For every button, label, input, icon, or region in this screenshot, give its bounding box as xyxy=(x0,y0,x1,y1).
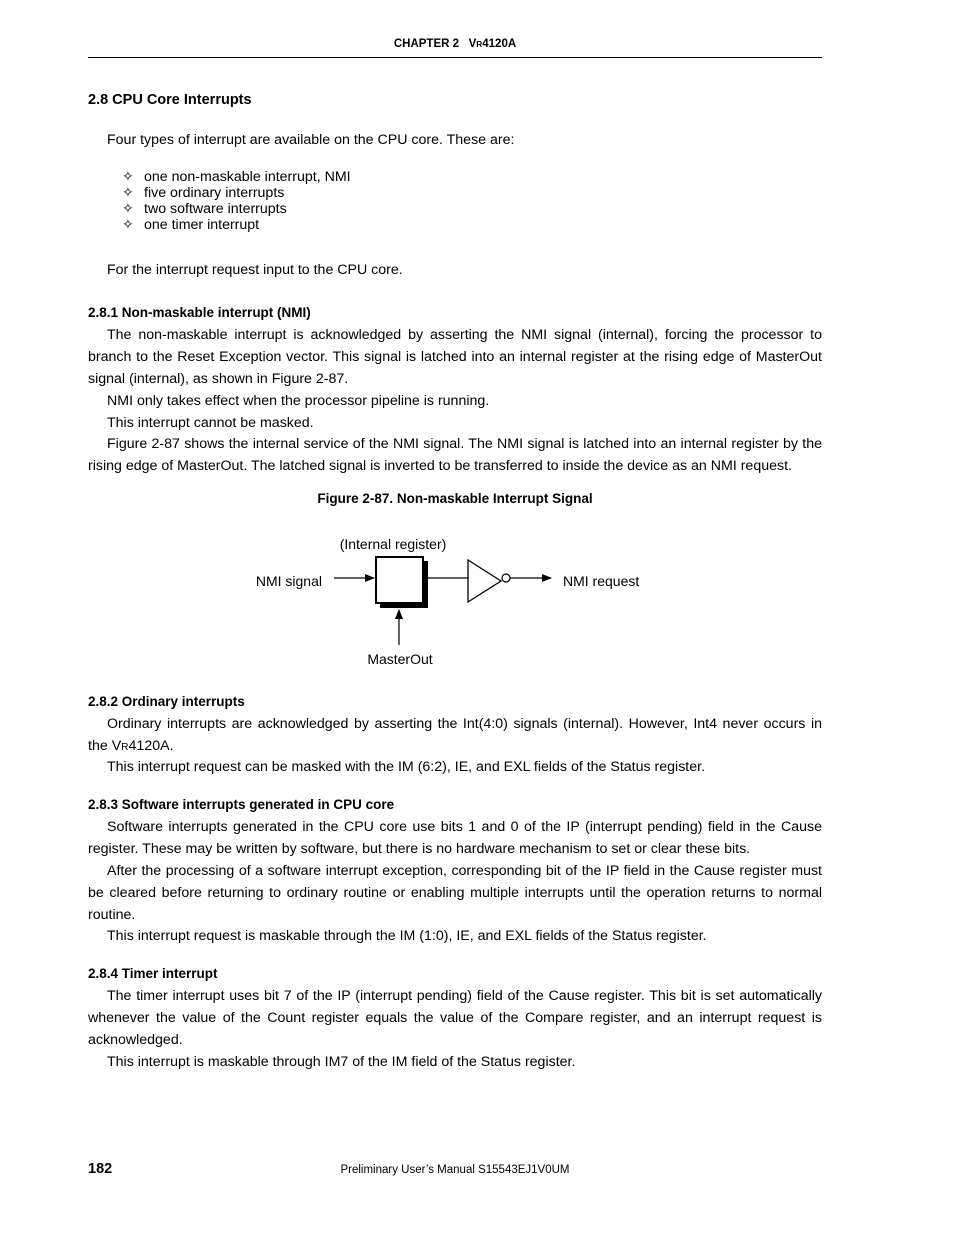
page-number: 182 xyxy=(88,1161,113,1177)
nmi-paragraph-1: The non-maskable interrupt is acknowledged by asserting the NMI signal (internal), forcing the processor to branch to the Reset Exception vector. This signal is latched into an internal register at the rising edge of MasterOut signal (internal), as shown in Figure 2-87. xyxy=(88,327,822,387)
request-note: For the interrupt request input to the CPU core. xyxy=(107,262,403,278)
clock-label: MasterOut xyxy=(367,651,433,667)
section-intro: Four types of interrupt are available on the CPU core. These are: xyxy=(107,132,515,148)
software-paragraph-2: After the processing of a software interrupt exception, corresponding bit of the IP field in the Cause register must be cleared before returning to ordinary routine or enabling multiple interrupts until the operation returns to normal routine. xyxy=(88,863,822,923)
section-title: 2.8 CPU Core Interrupts xyxy=(88,92,252,108)
register-label: (Internal register) xyxy=(339,536,447,552)
timer-paragraph-1: The timer interrupt uses bit 7 of the IP (interrupt pending) field of the Cause register. This bit is set automatically whenever the value of the Count register equals the value of the Compare register, and an interrupt request is acknowledged. xyxy=(88,988,822,1048)
product-name: VR4120A xyxy=(468,38,517,50)
nmi-diagram xyxy=(88,0,822,700)
timer-paragraph-2: This interrupt is maskable through IM7 of the IM field of the Status register. xyxy=(107,1054,576,1070)
input-label: NMI signal xyxy=(255,573,322,589)
bullet-icon: ✧ xyxy=(122,185,134,201)
chapter-label: CHAPTER 2 xyxy=(393,38,460,50)
nmi-paragraph-3: This interrupt cannot be masked. xyxy=(107,415,314,431)
inverter-icon xyxy=(468,560,501,602)
list-item: ✧ five ordinary interrupts xyxy=(122,185,285,201)
bullet-icon: ✧ xyxy=(122,217,134,233)
ordinary-paragraph-1: Ordinary interrupts are acknowledged by asserting the Int(4:0) signals (internal). However, Int4 never occurs in the VR4120A. xyxy=(88,716,822,754)
software-paragraph-3: This interrupt request is maskable through the IM (1:0), IE, and EXL fields of the Status register. xyxy=(107,928,707,944)
bullet-icon: ✧ xyxy=(122,169,134,185)
timer-heading: 2.8.4 Timer interrupt xyxy=(88,966,218,981)
output-label: NMI request xyxy=(563,573,640,589)
figure-caption: Figure 2-87. Non-maskable Interrupt Signal xyxy=(317,491,593,506)
list-item: ✧ two software interrupts xyxy=(122,201,287,217)
software-paragraph-1: Software interrupts generated in the CPU core use bits 1 and 0 of the IP (interrupt pending) field in the Cause register. These may be written by software, but there is no hardware mechanism to set or clear these bits. xyxy=(88,819,822,857)
manual-reference: Preliminary User’s Manual S15543EJ1V0UM xyxy=(340,1164,570,1176)
nmi-heading: 2.8.1 Non-maskable interrupt (NMI) xyxy=(88,305,311,320)
ordinary-paragraph-2: This interrupt request can be masked with the IM (6:2), IE, and EXL fields of the Status register. xyxy=(107,759,706,775)
bullet-icon: ✧ xyxy=(122,201,134,217)
internal-register xyxy=(376,557,423,603)
software-heading: 2.8.3 Software interrupts generated in CPU core xyxy=(88,797,395,812)
list-item: ✧ one timer interrupt xyxy=(122,217,260,233)
list-item: ✧ one non-maskable interrupt, NMI xyxy=(122,169,351,185)
ordinary-heading: 2.8.2 Ordinary interrupts xyxy=(88,694,245,709)
inverter-bubble xyxy=(502,574,510,582)
nmi-paragraph-2: NMI only takes effect when the processor pipeline is running. xyxy=(107,393,490,409)
nmi-paragraph-4: Figure 2-87 shows the internal service of the NMI signal. The NMI signal is latched into an internal register by the rising edge of MasterOut. The latched signal is inverted to be transferred to inside the device as an NMI request. xyxy=(88,436,822,474)
